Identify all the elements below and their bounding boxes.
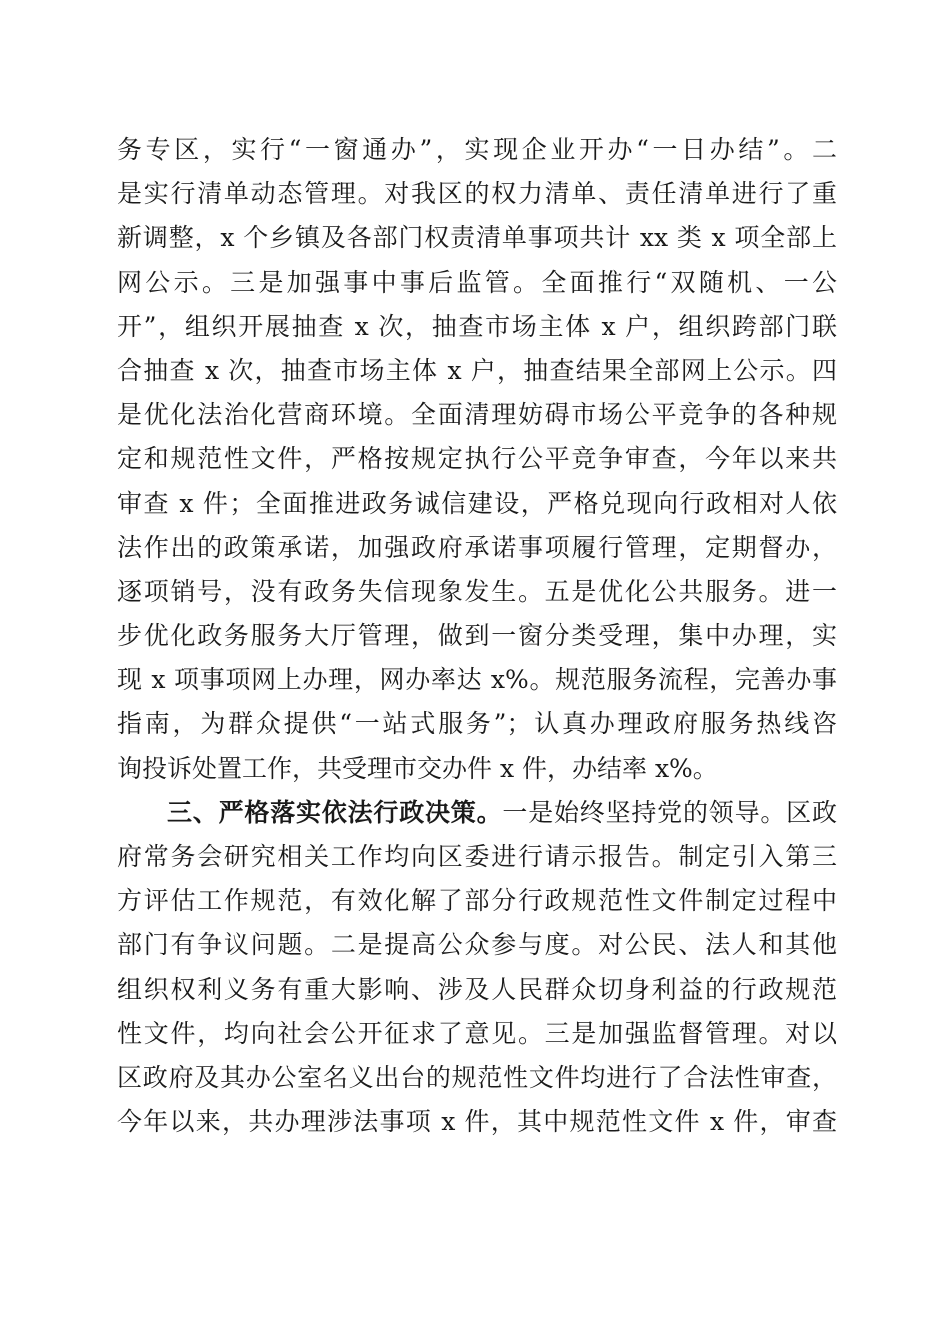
text-line: 组织权利义务有重大影响、涉及人民群众切身利益的行政规范: [117, 974, 837, 1004]
section-three-paragraph: [117, 791, 837, 1145]
text-line: 审查 x 件；全面推进政务诚信建设，严格兑现向行政相对人依: [117, 488, 837, 518]
body-text: [117, 128, 837, 1144]
section-three-first-line: [117, 791, 837, 835]
text-line: 合抽查 x 次，抽查市场主体 x 户，抽查结果全部网上公示。四: [117, 355, 837, 385]
text-line: 逐项销号，没有政务失信现象发生。五是优化公共服务。进一: [117, 576, 837, 606]
text-line: 府常务会研究相关工作均向区委进行请示报告。制定引入第三: [117, 842, 837, 871]
text-line: 法作出的政策承诺，加强政府承诺事项履行管理，定期督办，: [117, 532, 837, 562]
text-line: 性文件，均向社会公开征求了意见。三是加强监督管理。对以: [117, 1018, 837, 1048]
text-line: 现 x 项事项网上办理，网办率达 x%。规范服务流程，完善办事: [117, 665, 837, 695]
text-line: 指南，为群众提供“一站式服务”；认真办理政府服务热线咨: [117, 709, 837, 739]
text-line: 方评估工作规范，有效化解了部分行政规范性文件制定过程中: [117, 886, 837, 916]
text-line: 开”，组织开展抽查 x 次，抽查市场主体 x 户，组织跨部门联: [117, 311, 837, 341]
paragraph-continued: [117, 128, 837, 791]
text-line: 询投诉处置工作，共受理市交办件 x 件，办结率 x%。: [117, 753, 718, 783]
section-heading-continuation: 一是始终坚持党的领导。区政: [502, 797, 837, 827]
text-line: 是实行清单动态管理。对我区的权力清单、责任清单进行了重: [117, 179, 837, 209]
text-line: 步优化政务服务大厅管理，做到一窗分类受理，集中办理，实: [117, 621, 837, 651]
section-heading: 三、严格落实依法行政决策。: [167, 797, 503, 827]
text-line: 是优化法治化营商环境。全面清理妨碍市场公平竞争的各种规: [117, 400, 837, 430]
text-line: 务专区，实行“一窗通办”，实现企业开办“一日办结”。二: [117, 135, 837, 164]
text-line: 今年以来，共办理涉法事项 x 件，其中规范性文件 x 件，审查: [117, 1107, 837, 1137]
text-line: 网公示。三是加强事中事后监管。全面推行“双随机、一公: [117, 267, 837, 297]
text-line: 新调整，x 个乡镇及各部门权责清单事项共计 xx 类 x 项全部上: [117, 223, 837, 253]
text-line: 区政府及其办公室名义出台的规范性文件均进行了合法性审查，: [117, 1062, 837, 1092]
text-line: 部门有争议问题。二是提高公众参与度。对公民、法人和其他: [117, 930, 837, 960]
text-line: 定和规范性文件，严格按规定执行公平竞争审查，今年以来共: [117, 444, 837, 474]
